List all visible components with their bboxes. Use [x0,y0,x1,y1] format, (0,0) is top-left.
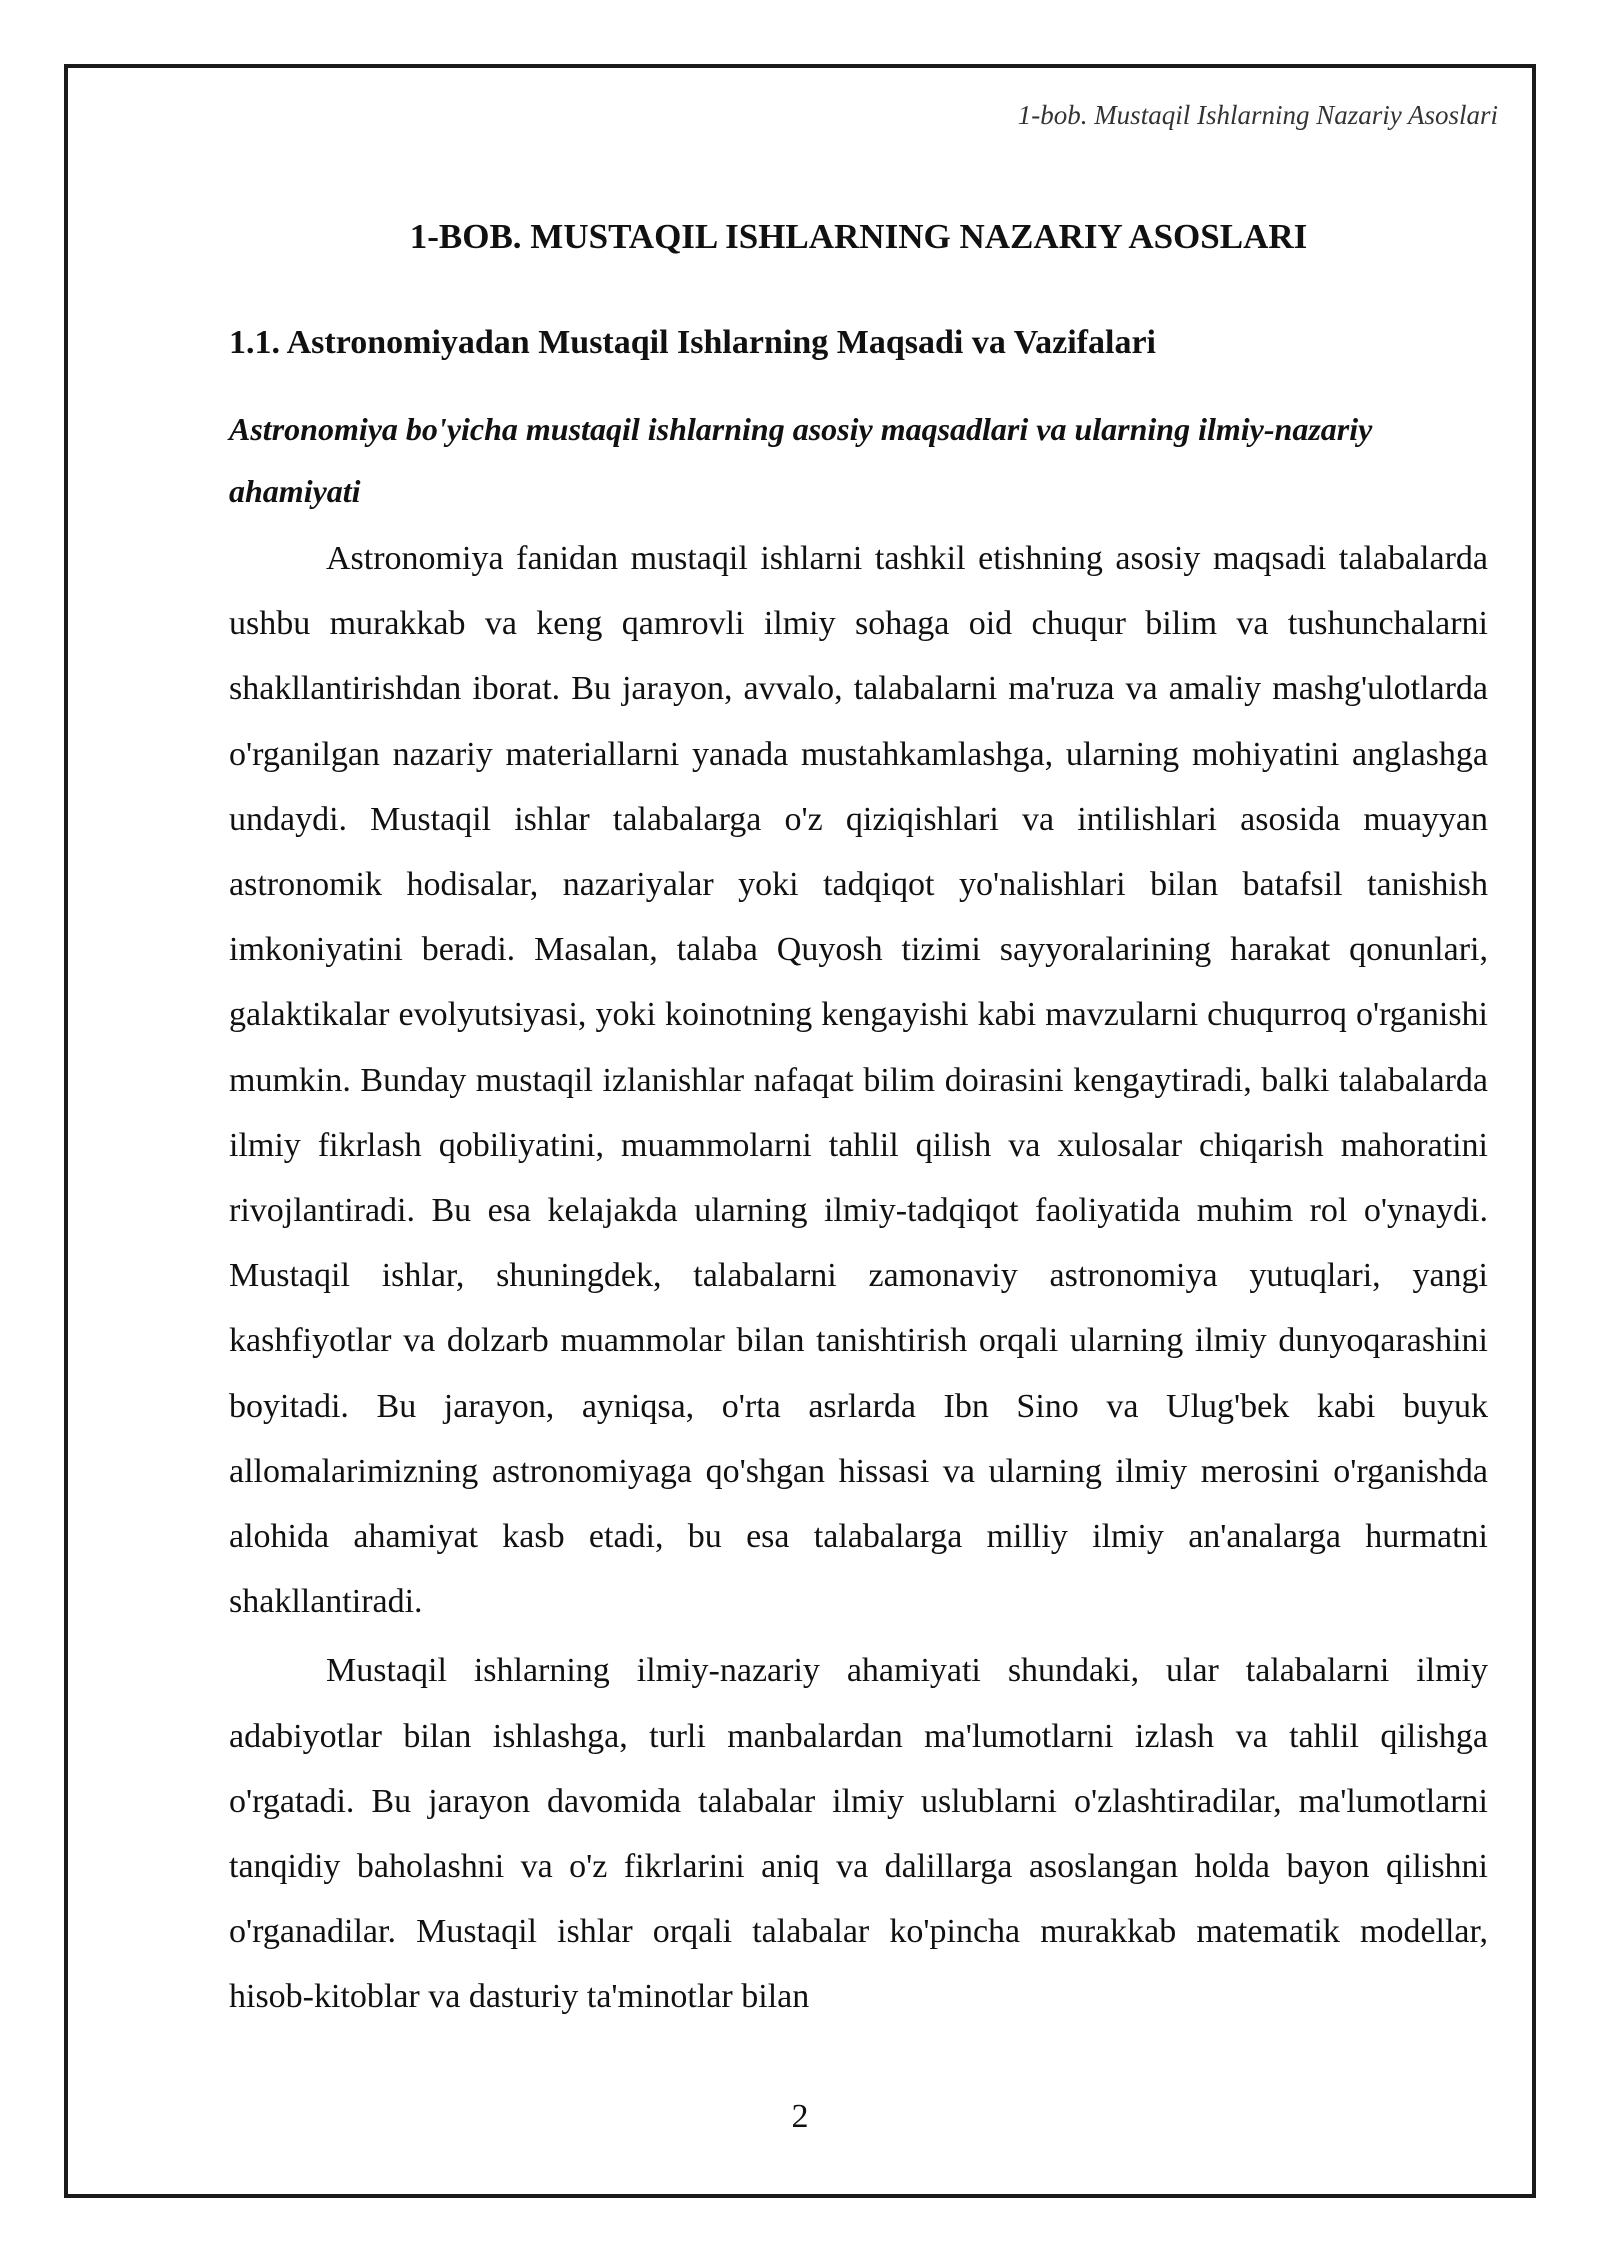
body-paragraph-2: Mustaqil ishlarning ilmiy-nazariy ahamiyati shundaki, ular talabalarni ilmiy adabiyotlar bilan ishlashga, turli manbalardan ma'lumotlarni izlash va tahlil qilishga o'rgatadi. Bu jarayon davomida talabalar ilmiy uslublarni o'zlashtiradilar, ma'lumotlarni tanqidiy baholashni va o'z fikrlarini aniq va dalillarga asoslangan holda bayon qilishni o'rganadilar. Mustaqil ishlar orqali talabalar ko'pincha murakkab matematik modellar, hisob-kitoblar va dasturiy ta'minotlar bilan [229,1652,1488,2016]
running-header: 1-bob. Mustaqil Ishlarning Nazariy Asoslari [1017,100,1498,130]
section-title: 1.1. Astronomiyadan Mustaqil Ishlarning Maqsadi va Vazifalari [229,324,1156,361]
subsection-title: Astronomiya bo'yicha mustaqil ishlarning asosiy maqsadlari va ularning ilmiy-nazariy ahamiyati [229,411,1373,509]
body-paragraph-1: Astronomiya fanidan mustaqil ishlarni tashkil etishning asosiy maqsadi talabalarda ushbu murakkab va keng qamrovli ilmiy sohaga oid chuqur bilim va tushunchalarni shakllantirishdan iborat. Bu jarayon, avvalo, talabalarni ma'ruza va amaliy mashg'ulotlarda o'rganilgan nazariy materiallarni yanada mustahkamlashga, ularning mohiyatini anglashga undaydi. Mustaqil ishlar talabalarga o'z qiziqishlari va intilishlari asosida muayyan astronomik hodisalar, nazariyalar yoki tadqiqot yo'nalishlari bilan batafsil tanishish imkoniyatini beradi. Masalan, talaba Quyosh tizimi sayyoralarining harakat qonunlari, galaktikalar evolyutsiyasi, yoki koinotning kengayishi kabi mavzularni chuqurroq o'rganishi mumkin. Bunday mustaqil izlanishlar nafaqat bilim doirasini kengaytiradi, balki talabalarda ilmiy fikrlash qobiliyatini, muammolarni tahlil qilish va xulosalar chiqarish mahoratini rivojlantiradi. Bu esa kelajakda ularning ilmiy-tadqiqot faoliyatida muhim rol o'ynaydi. Mustaqil ishlar, shuningdek, talabalarni zamonaviy astronomiya yutuqlari, yangi kashfiyotlar va dolzarb muammolar bilan tanishtirish orqali ularning ilmiy dunyoqarashini boyitadi. Bu jarayon, ayniqsa, o'rta asrlarda Ibn Sino va Ulug'bek kabi buyuk allomalarimizning astronomiyaga qo'shgan hissasi va ularning ilmiy merosini o'rganishda alohida ahamiyat kasb etadi, bu esa talabalarga milliy ilmiy an'analarga hurmatni shakllantiradi. [229,540,1488,1621]
chapter-title: 1-BOB. MUSTAQIL ISHLARNING NAZARIY ASOSLARI [409,217,1308,256]
page-content [229,210,1488,2030]
page-number: 2 [791,2098,809,2135]
